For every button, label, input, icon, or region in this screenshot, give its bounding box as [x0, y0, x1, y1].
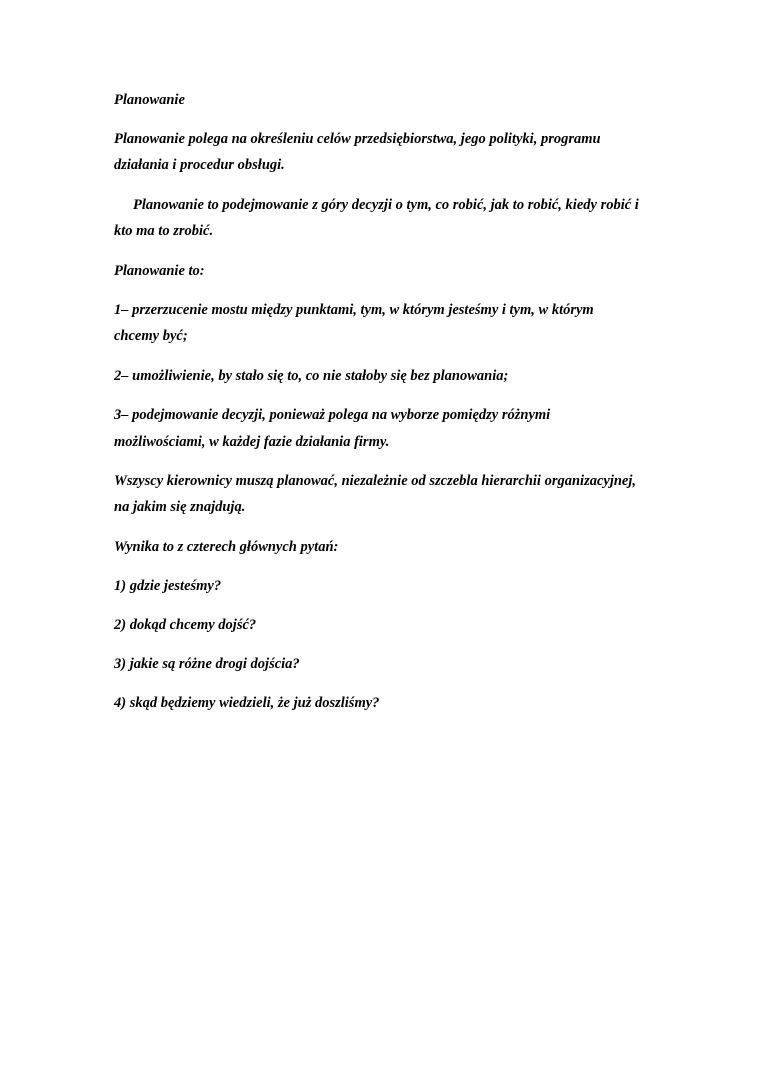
paragraph-line: Planowanie to podejmowanie z góry decyzji o tym, co robić, jak to robić, kiedy robić i	[133, 197, 639, 213]
document-title: Planowanie	[114, 92, 185, 108]
paragraph-line: kto ma to zrobić.	[114, 223, 214, 239]
question-item: 3) jakie są różne drogi dojścia?	[114, 656, 300, 672]
paragraph-line: Wszyscy kierownicy muszą planować, niezależnie od szczebla hierarchii organizacyjnej,	[114, 473, 637, 489]
list-item-line: 1– przerzucenie mostu między punktami, tym, w którym jesteśmy i tym, w którym	[114, 302, 594, 318]
question-item: 2) dokąd chcemy dojść?	[114, 617, 257, 633]
list-item-line: chcemy być;	[114, 328, 188, 344]
list-item-line: możliwościami, w każdej fazie działania firmy.	[114, 434, 390, 450]
paragraph-line: Wynika to z czterech głównych pytań:	[114, 539, 339, 555]
paragraph-line: działania i procedur obsługi.	[114, 157, 285, 173]
question-item: 1) gdzie jesteśmy?	[114, 578, 222, 594]
list-item-line: 3– podejmowanie decyzji, ponieważ polega na wyborze pomiędzy różnymi	[114, 407, 551, 423]
paragraph-line: Planowanie polega na określeniu celów przedsiębiorstwa, jego polityki, programu	[114, 131, 601, 147]
question-item: 4) skąd będziemy wiedzieli, że już doszliśmy?	[114, 695, 380, 711]
paragraph-line: na jakim się znajdują.	[114, 499, 246, 515]
paragraph-line: Planowanie to:	[114, 263, 205, 279]
list-item-line: 2– umożliwienie, by stało się to, co nie stałoby się bez planowania;	[114, 368, 509, 384]
